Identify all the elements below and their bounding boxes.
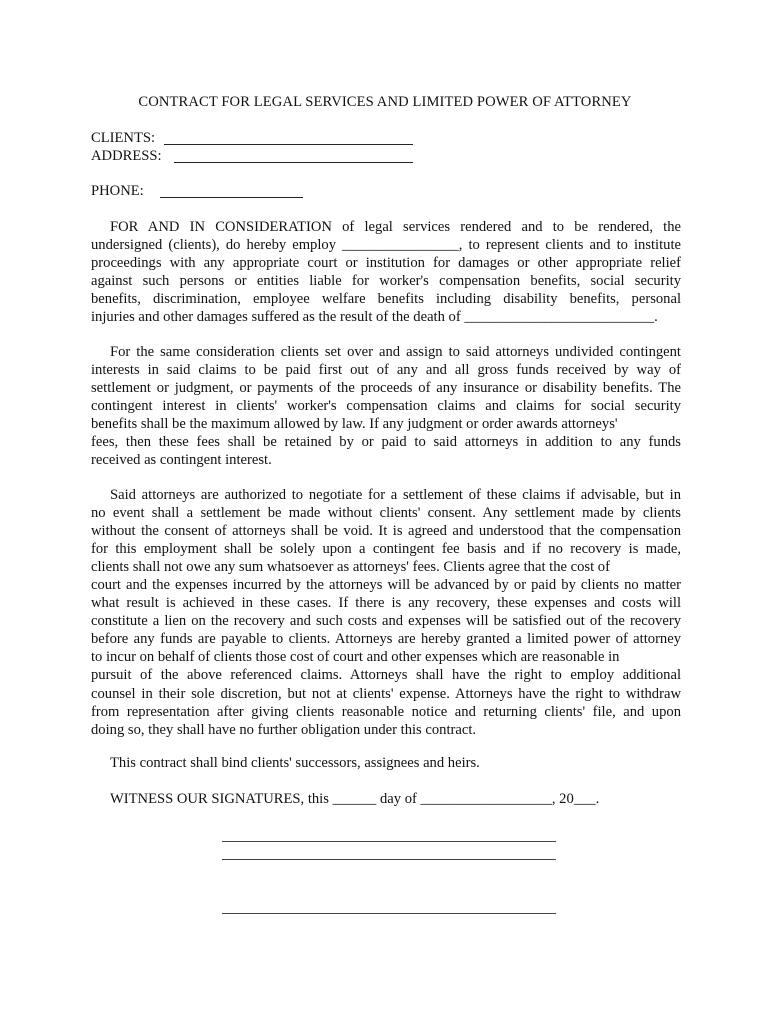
paragraph-line: counsel in their sole discretion, but not at clients' expense. Attorneys have the right to withdraw [91,685,681,702]
paragraph-line: what result is achieved in these cases. If there is any recovery, these expenses and costs will [91,595,681,612]
paragraph-line: clients shall not owe any sum whatsoever as attorneys' fees. Clients agree that the cost of [91,559,610,576]
paragraph-line: to incur on behalf of clients those cost of court and other expenses which are reasonable in [91,649,620,666]
paragraph-line: no event shall a settlement be made without clients' consent. Any settlement made by clients [91,505,681,522]
signature-line-2[interactable] [222,859,556,860]
paragraph-line: court and the expenses incurred by the attorneys will be advanced by or paid by clients no matter [91,577,681,594]
paragraph-line: for this employment shall be solely upon a contingent fee basis and if no recovery is made, [91,541,681,558]
paragraph-line: For the same consideration clients set over and assign to said attorneys undivided contingent [110,344,681,360]
paragraph-line: Said attorneys are authorized to negotiate for a settlement of these claims if advisable, but in [110,487,681,503]
paragraph-line: settlement or judgment, or payments of the proceeds of any insurance or disability benefits. The [91,380,681,397]
paragraph-line: interests in said claims to be paid first out of any and all gross funds received by way of [91,362,681,379]
paragraph-line: benefits shall be the maximum allowed by law. If any judgment or order awards attorneys' [91,416,618,433]
consideration-paragraph [91,218,681,326]
paragraph-line: contingent interest in clients' worker's compensation claims and claims for social security [91,398,681,415]
clients-blank[interactable] [164,144,413,145]
phone-blank[interactable] [160,197,303,198]
witness-clause: WITNESS OUR SIGNATURES, this ______ day of __________________, 20___. [110,791,600,807]
paragraph-line: received as contingent interest. [91,452,272,469]
paragraph-line: proceedings with any appropriate court or institution for damages or other appropriate relief [91,255,681,272]
paragraph-line: against such persons or entities liable for worker's compensation benefits, social security [91,273,681,290]
paragraph-line: without the consent of attorneys shall be void. It is agreed and understood that the compensation [91,523,681,540]
contingent-interest-paragraph [91,343,681,469]
address-blank[interactable] [174,162,413,163]
paragraph-line: fees, then these fees shall be retained by or paid to said attorneys in addition to any funds [91,434,681,451]
paragraph-line: injuries and other damages suffered as the result of the death of __________________________. [91,309,658,326]
bind-clause: This contract shall bind clients' successors, assignees and heirs. [110,755,480,771]
clients-label: CLIENTS: [91,130,156,146]
signature-line-3[interactable] [222,913,556,914]
paragraph-line: constitute a lien on the recovery and such costs and expenses will be satisfied out of the recovery [91,613,681,630]
signature-line-1[interactable] [222,841,556,842]
phone-label: PHONE: [91,183,144,199]
paragraph-line: pursuit of the above referenced claims. Attorneys shall have the right to employ additional [91,667,681,684]
paragraph-line: FOR AND IN CONSIDERATION of legal services rendered and to be rendered, the [110,219,681,235]
settlement-paragraph [91,486,681,739]
paragraph-line: benefits, discrimination, employee welfare benefits including disability benefits, personal [91,291,681,308]
paragraph-line: before any funds are payable to clients. Attorneys are hereby granted a limited power of attorney [91,631,681,648]
document-title: CONTRACT FOR LEGAL SERVICES AND LIMITED POWER OF ATTORNEY [138,94,632,110]
address-label: ADDRESS: [91,148,162,164]
paragraph-line: doing so, they shall have no further obligation under this contract. [91,721,477,738]
paragraph-line: undersigned (clients), do hereby employ ________________, to represent clients and to institute [91,237,681,254]
paragraph-line: from representation after giving clients reasonable notice and returning clients' file, and upon [91,703,681,720]
